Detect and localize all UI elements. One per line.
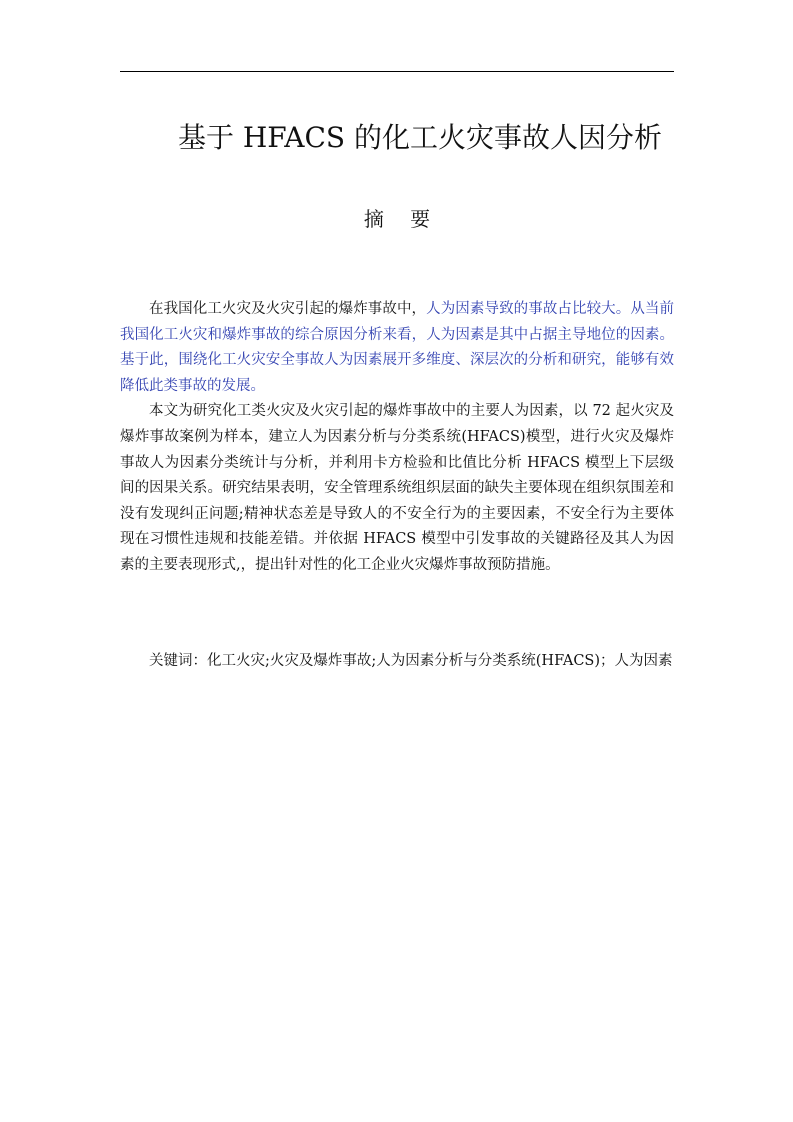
abstract-heading: 摘 要: [363, 207, 441, 231]
header-rule: [120, 71, 674, 72]
abstract-paragraph-2: [120, 399, 674, 578]
abstract-paragraph-1: [120, 297, 674, 399]
keywords-text: 化工火灾;火灾及爆炸事故;人为因素分析与分类系统(HFACS)；人为因素: [207, 653, 673, 669]
paragraph-1-highlighted-text: 人为因素导致的事故占比较大。从当前我国化工火灾和爆炸事故的综合原因分析来看，人为因素是其中占据主导地位的因素。基于此，围绕化工火灾安全事故人为因素展开多维度、深层次的分析和研究，能够有效降低此类事故的发展。: [120, 301, 675, 394]
paragraph-2-text: 本文为研究化工类火灾及火灾引起的爆炸事故中的主要人为因素，以 72 起火灾及爆炸事故案例为样本，建立人为因素分析与分类系统(HFACS)模型，进行火灾及爆炸事故人为因素分类统计与分析，并利用卡方检验和比值比分析 HFACS 模型上下层级间的因果关系。研究结果表明，安全管理系统组织层面的缺失主要体现在组织氛围差和没有发现纠正问题;精神状态差是导致人的不安全行为的主要因素，不安全行为主要体现在习惯性违规和技能差错。并依据 HFACS 模型中引发事故的关键路径及其人为因素的主要表现形式,，提出针对性的化工企业火灾爆炸事故预防措施。: [120, 403, 674, 573]
abstract-body: [120, 297, 674, 579]
keywords-line: [120, 649, 674, 675]
paragraph-1-text: 在我国化工火灾及火灾引起的爆炸事故中，: [149, 301, 427, 317]
document-title: 基于 HFACS 的化工火灾事故人因分析: [177, 121, 663, 154]
keywords-label: 关键词：: [149, 653, 207, 669]
